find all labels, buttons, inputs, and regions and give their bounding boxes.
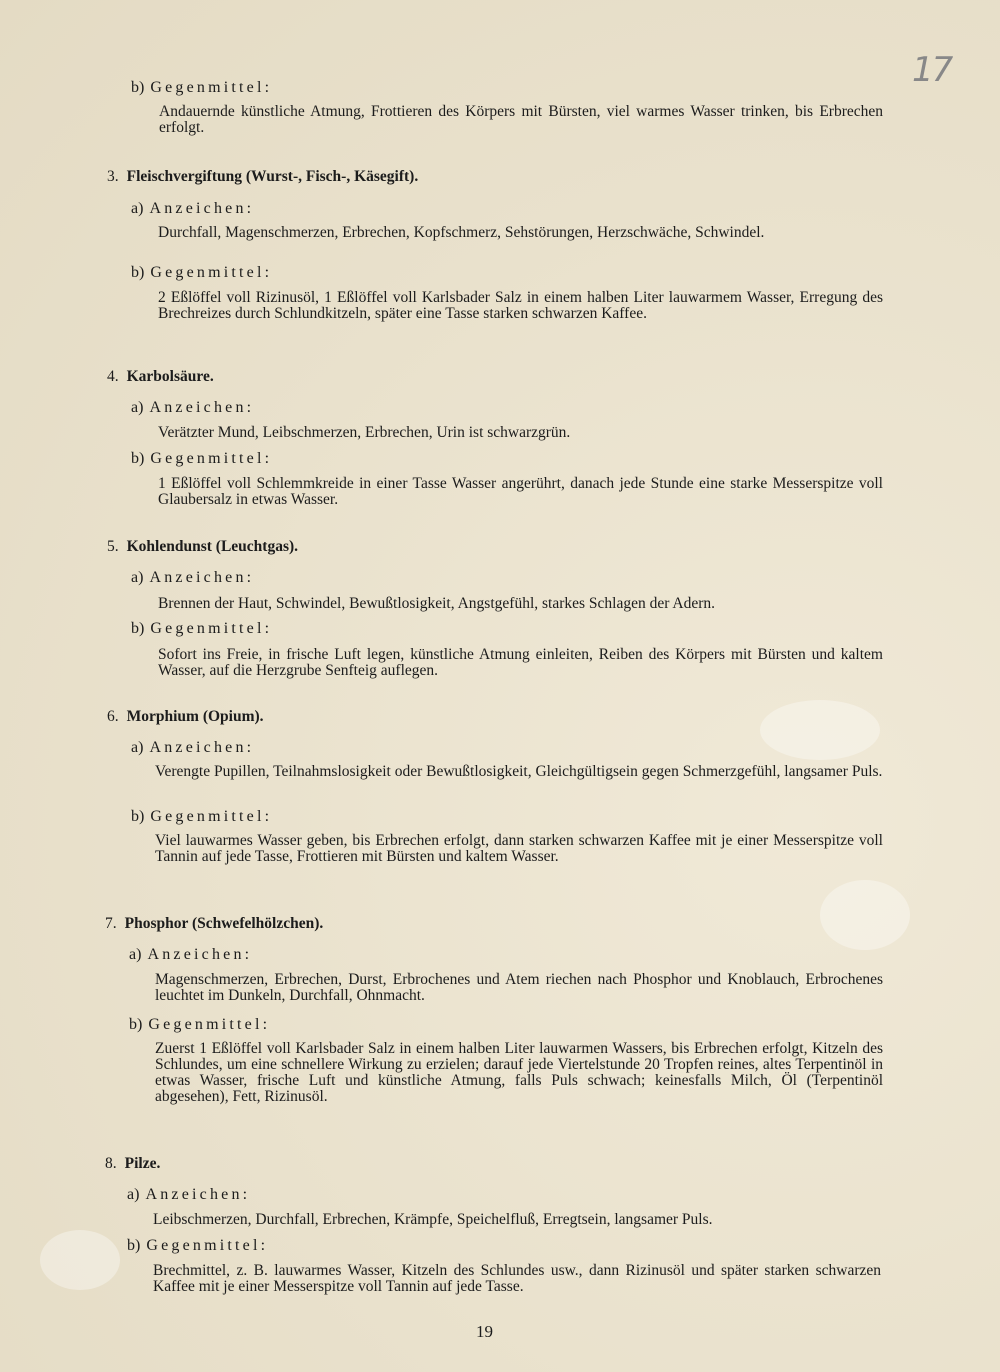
symptoms-text: Verätzter Mund, Leibschmerzen, Erbrechen, Urin ist schwarzgrün. (158, 424, 571, 441)
remedy-text: 2 Eßlöffel voll Rizinusöl, 1 Eßlöffel voll Karlsbader Salz in einem halben Liter lauwarmem Wasser, Erregung des Brechreizes durch Schlundkitzeln, später eine Tasse starken schwarzen Kaffee. (158, 289, 883, 322)
remedy-text: Sofort ins Freie, in frische Luft legen, künstliche Atmung einleiten, Reiben des Körpers mit Bürsten und kaltem Wasser, auf die Herzgrube Senfteig auflegen. (158, 646, 883, 679)
remedy-text: Zuerst 1 Eßlöffel voll Karlsbader Salz in einem halben Liter lauwarmen Wassers, bis Erbrechen erfolgt, Kitzeln des Schlundes, um eine schnellere Wirkung zu erzielen; darauf jede Viertelstunde 20 Tropfen reines, altes Terpentinöl in etwas Wasser, frische Luft und künstliche Atmung, falls Puls schwach; keinesfalls Milch, Öl (Terpentinöl abgesehen), Fett, Rizinusöl. (155, 1040, 883, 1105)
remedy-label: b) Gegenmittel: (131, 808, 273, 825)
symptoms-text: Leibschmerzen, Durchfall, Erbrechen, Krämpfe, Speichelfluß, Erregtsein, langsamer Puls. (153, 1211, 713, 1228)
remedy-label: b) Gegenmittel: (129, 1016, 271, 1033)
intro-text: Andauernde künstliche Atmung, Frottieren des Körpers mit Bürsten, viel warmes Wasser trinken, bis Erbrechen erfolgt. (159, 103, 883, 136)
section-title: 6. Morphium (Opium). (107, 708, 264, 725)
paper-stain (820, 880, 910, 950)
symptoms-text: Verengte Pupillen, Teilnahmslosigkeit oder Bewußtlosigkeit, Gleichgültigsein gegen Schmerzgefühl, langsamer Puls. (155, 763, 883, 780)
symptoms-label: a) Anzeichen: (131, 569, 255, 586)
remedy-text: Viel lauwarmes Wasser geben, bis Erbrechen erfolgt, dann starken schwarzen Kaffee mit je einer Messerspitze voll Tannin auf jede Tasse, Frottieren mit Bürsten und kaltem Wasser. (155, 832, 883, 865)
symptoms-label: a) Anzeichen: (129, 946, 253, 963)
paper-stain (760, 700, 880, 760)
symptoms-label: a) Anzeichen: (131, 200, 255, 217)
handwritten-page-number: 17 (912, 50, 952, 90)
symptoms-text: Durchfall, Magenschmerzen, Erbrechen, Kopfschmerz, Sehstörungen, Herzschwäche, Schwindel. (158, 224, 765, 241)
remedy-text: Brechmittel, z. B. lauwarmes Wasser, Kitzeln des Schlundes usw., dann Rizinusöl und später starken schwarzen Kaffee mit je einer Messerspitze voll Tannin auf jede Tasse. (153, 1262, 881, 1295)
section-title: 7. Phosphor (Schwefelhölzchen). (105, 915, 324, 932)
remedy-label: b) Gegenmittel: (127, 1237, 269, 1254)
remedy-label: b) Gegenmittel: (131, 450, 273, 467)
remedy-text: 1 Eßlöffel voll Schlemmkreide in einer Tasse Wasser angerührt, danach jede Stunde eine starke Messerspitze voll Glaubersalz in etwas Wasser. (158, 475, 883, 508)
symptoms-label: a) Anzeichen: (131, 739, 255, 756)
section-title: 4. Karbolsäure. (107, 368, 214, 385)
symptoms-label: a) Anzeichen: (127, 1186, 251, 1203)
remedy-label: b) Gegenmittel: (131, 620, 273, 637)
intro-label: b) Gegenmittel: (131, 79, 273, 96)
symptoms-text: Brennen der Haut, Schwindel, Bewußtlosigkeit, Angstgefühl, starkes Schlagen der Adern. (158, 595, 716, 612)
remedy-label: b) Gegenmittel: (131, 264, 273, 281)
section-title: 3. Fleischvergiftung (Wurst-, Fisch-, Käsegift). (107, 168, 419, 185)
section-title: 5. Kohlendunst (Leuchtgas). (107, 538, 299, 555)
paper-stain (40, 1230, 120, 1290)
section-title: 8. Pilze. (105, 1155, 161, 1172)
symptoms-label: a) Anzeichen: (131, 399, 255, 416)
page-number: 19 (476, 1322, 493, 1341)
symptoms-text: Magenschmerzen, Erbrechen, Durst, Erbrochenes und Atem riechen nach Phosphor und Knoblauch, Erbrochenes leuchtet im Dunkeln, Durchfall, Ohnmacht. (155, 971, 883, 1004)
